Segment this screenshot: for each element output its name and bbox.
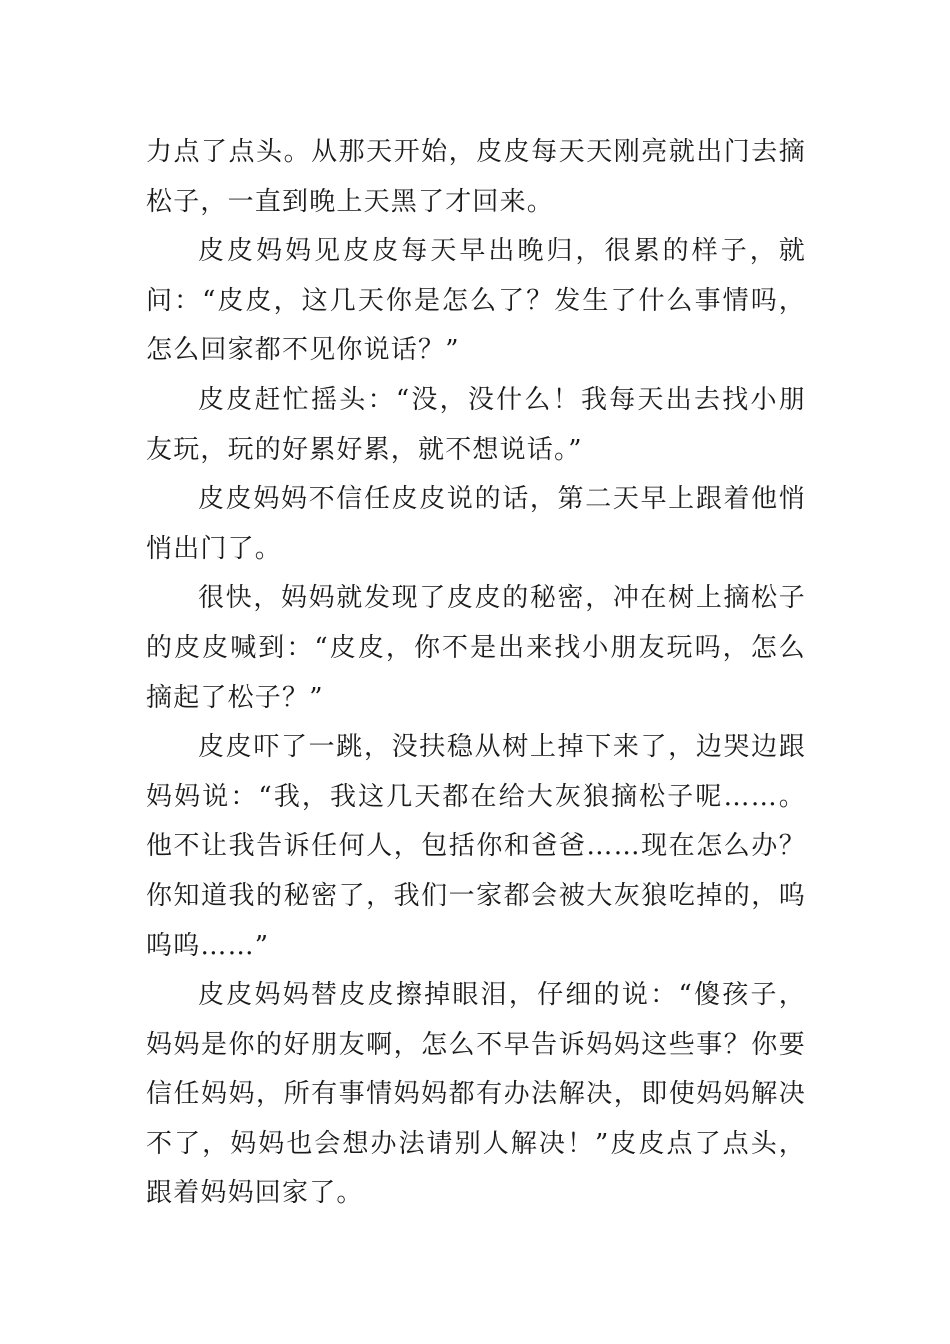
- paragraph-6: 皮皮吓了一跳，没扶稳从树上掉下来了，边哭边跟妈妈说：“我，我这几天都在给大灰狼摘松子呢……。他不让我告诉任何人，包括你和爸爸……现在怎么办？你知道我的秘密了，我们一家都会被大灰狼吃掉的，呜呜呜……”: [146, 732, 806, 961]
- paragraph-5: 很快，妈妈就发现了皮皮的秘密，冲在树上摘松子的皮皮喊到：“皮皮，你不是出来找小朋友玩吗，怎么摘起了松子？”: [146, 583, 806, 713]
- paragraph-3: 皮皮赶忙摇头：“没，没什么！我每天出去找小朋友玩，玩的好累好累，就不想说话。”: [146, 384, 806, 465]
- paragraph-1: 力点了点头。从那天开始，皮皮每天天刚亮就出门去摘松子，一直到晚上天黑了才回来。: [146, 137, 806, 217]
- story-text: [146, 128, 806, 1219]
- paragraph-2: 皮皮妈妈见皮皮每天早出晚归，很累的样子，就问：“皮皮，这几天你是怎么了？发生了什么事情吗，怎么回家都不见你说话？”: [146, 236, 806, 366]
- paragraph-7: 皮皮妈妈替皮皮擦掉眼泪，仔细的说：“傻孩子，妈妈是你的好朋友啊，怎么不早告诉妈妈这些事？你要信任妈妈，所有事情妈妈都有办法解决，即使妈妈解决不了，妈妈也会想办法请别人解决！”皮皮点了点头，跟着妈妈回家了。: [146, 980, 806, 1209]
- paragraph-4: 皮皮妈妈不信任皮皮说的话，第二天早上跟着他悄悄出门了。: [146, 484, 806, 564]
